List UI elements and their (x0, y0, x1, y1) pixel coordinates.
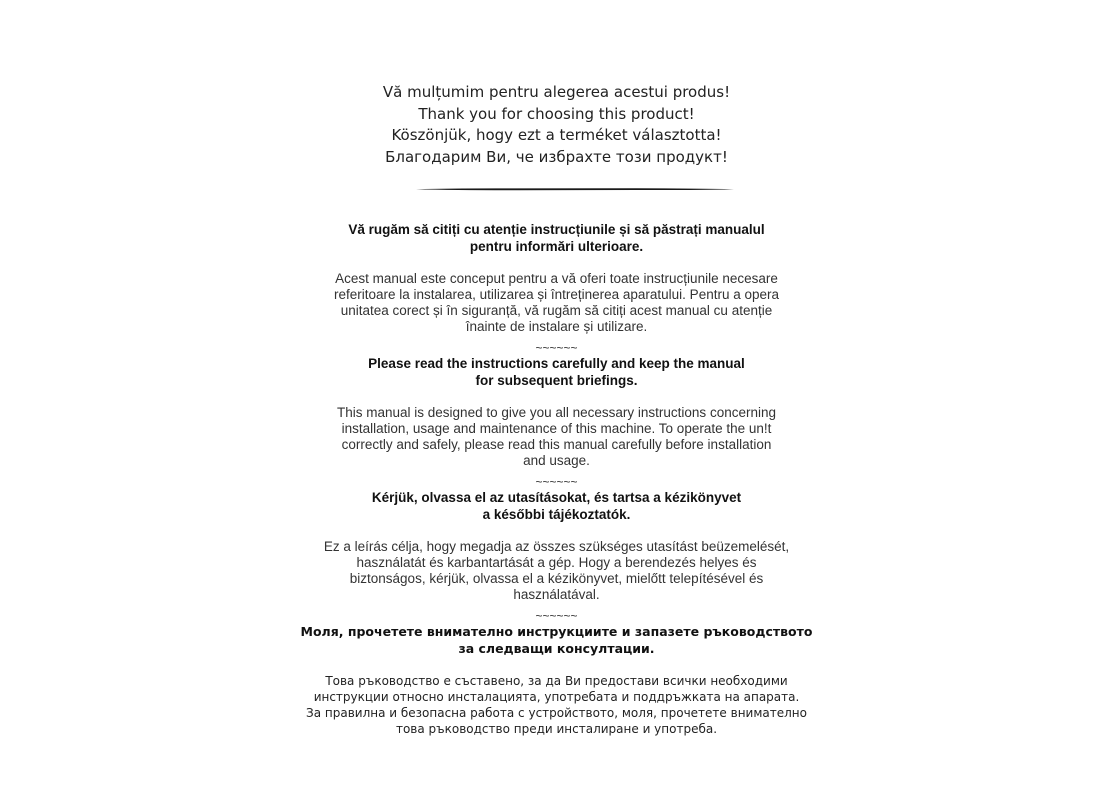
heading-ro (0, 222, 1113, 255)
section-en (0, 356, 1113, 469)
body-ro-line: unitatea corect și în siguranță, vă rugăm să citiți acest manual cu atenție (340, 303, 773, 318)
body-ro (0, 271, 1113, 335)
body-ro-line: înainte de instalare și utilizare. (465, 319, 648, 334)
body-hu-line: használatával. (513, 587, 600, 602)
body-hu-line: használatát és karbantartását a gép. Hogy a berendezés helyes és (356, 555, 757, 570)
body-ro-line: Acest manual este conceput pentru a vă oferi toate instrucțiunile necesare (335, 271, 778, 286)
heading-bg-line: Моля, прочетете внимателно инструкциите и запазете ръководството (300, 624, 813, 639)
heading-bg (0, 624, 1113, 657)
body-en-line: installation, usage and maintenance of this machine. To operate the un!t (341, 421, 772, 436)
body-bg-line: инструкции относно инсталацията, употребата и поддръжката на апарата. (313, 690, 800, 704)
body-bg-line: Това ръководство е съставено, за да Ви предостави всички необходими (325, 674, 788, 688)
heading-hu-line: Kérjük, olvassa el az utasításokat, és tartsa a kézikönyvet (371, 490, 742, 505)
thanks-hu: Köszönjük, hogy ezt a terméket választotta! (391, 126, 722, 144)
heading-en-line: Please read the instructions carefully and keep the manual (368, 356, 745, 371)
heading-ro-line: Vă rugăm să citiți cu atenție instrucțiunile și să păstrați manualul (348, 222, 765, 237)
separator-2: ~~~~~~ (535, 475, 578, 489)
body-bg-line: това ръководство преди инсталиране и употреба. (395, 722, 718, 736)
body-ro-line: referitoare la instalarea, utilizarea și întreținerea aparatului. Pentru a opera (334, 287, 779, 302)
body-hu-line: Ez a leírás célja, hogy megadja az összes szükséges utasítást beüzemelését, (323, 539, 790, 554)
section-bg (0, 624, 1113, 737)
body-en-line: correctly and safely, please read this manual carefully before installation (341, 437, 772, 452)
brush-divider (416, 187, 734, 191)
heading-hu (0, 490, 1113, 523)
body-hu (0, 539, 1113, 603)
section-hu (0, 490, 1113, 603)
thanks-en: Thank you for choosing this product! (418, 104, 695, 123)
heading-bg-line: за следващи консултации. (458, 640, 655, 656)
separator-1: ~~~~~~ (535, 341, 578, 355)
thanks-ro: Vă mulțumim pentru alegerea acestui produs! (382, 83, 731, 101)
thanks-bg: Благодарим Ви, че избрахте този продукт! (385, 147, 728, 166)
thank-you-block (0, 82, 1113, 168)
body-hu-line: biztonságos, kérjük, olvassa el a kézikönyvet, mielőtt telepítésével és (349, 571, 764, 586)
body-bg-line: За правилна и безопасна работа с устройството, моля, прочетете внимателно (306, 706, 807, 720)
heading-hu-line: a későbbi tájékoztatók. (482, 506, 631, 522)
body-bg (0, 673, 1113, 737)
heading-ro-line: pentru informări ulterioare. (469, 238, 644, 254)
body-en-line: This manual is designed to give you all necessary instructions concerning (337, 405, 776, 420)
separator-3: ~~~~~~ (535, 609, 578, 623)
heading-en (0, 356, 1113, 389)
section-ro (0, 222, 1113, 335)
body-en (0, 405, 1113, 469)
heading-en-line: for subsequent briefings. (475, 372, 638, 388)
body-en-line: and usage. (523, 453, 590, 468)
